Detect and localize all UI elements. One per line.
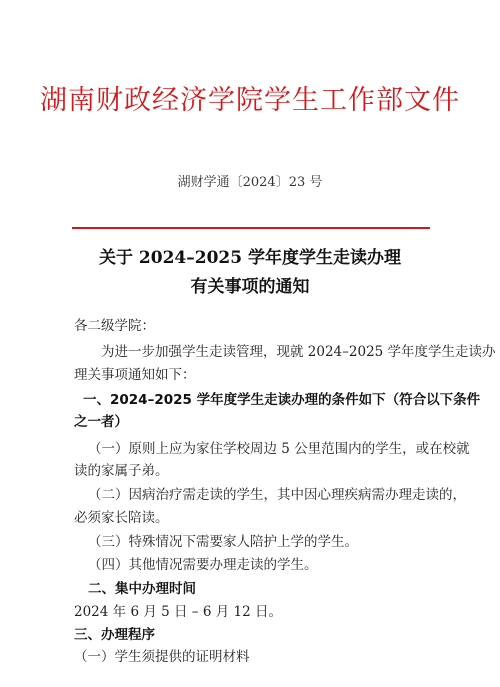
org-header-title: 湖南财政经济学院学生工作部文件 <box>40 85 460 116</box>
section-3-heading: 三、办理程序 <box>74 627 155 643</box>
condition-2-line-1: （二）因病治疗需走读的学生，其中因心理疾病需办理走读的， <box>88 487 466 503</box>
condition-4: （四）其他情况需要办理走读的学生。 <box>88 557 318 573</box>
intro-paragraph-line-2: 理关事项通知如下： <box>74 367 196 383</box>
section-1-heading-line-1: 一、2024–2025 学年度学生走读办理的条件如下（符合以下条件 <box>83 392 481 408</box>
notice-title-line-2: 有关事项的通知 <box>190 277 310 297</box>
section-3-item-1: （一）学生须提供的证明材料 <box>74 649 250 665</box>
section-1-heading-line-2: 之一者） <box>74 414 128 430</box>
section-2-heading: 二、集中办理时间 <box>88 581 196 597</box>
condition-3: （三）特殊情况下需要家人陪护上学的学生。 <box>88 534 358 550</box>
notice-title-line-1: 关于 2024–2025 学年度学生走读办理 <box>99 248 401 268</box>
salutation: 各二级学院： <box>74 318 155 334</box>
red-divider-line <box>72 227 430 229</box>
intro-paragraph-line-1: 为进一步加强学生走读管理，现就 2024–2025 学年度学生走读办 <box>101 344 496 360</box>
condition-2-line-2: 必须家长陪读。 <box>74 510 169 526</box>
condition-1-line-2: 读的家属子弟。 <box>74 463 169 479</box>
section-2-date-range: 2024 年 6 月 5 日 – 6 月 12 日。 <box>74 604 282 620</box>
document-number: 湖财学通〔2024〕23 号 <box>177 175 323 190</box>
condition-1-line-1: （一）原则上应为家住学校周边 5 公里范围内的学生，或在校就 <box>88 441 470 457</box>
